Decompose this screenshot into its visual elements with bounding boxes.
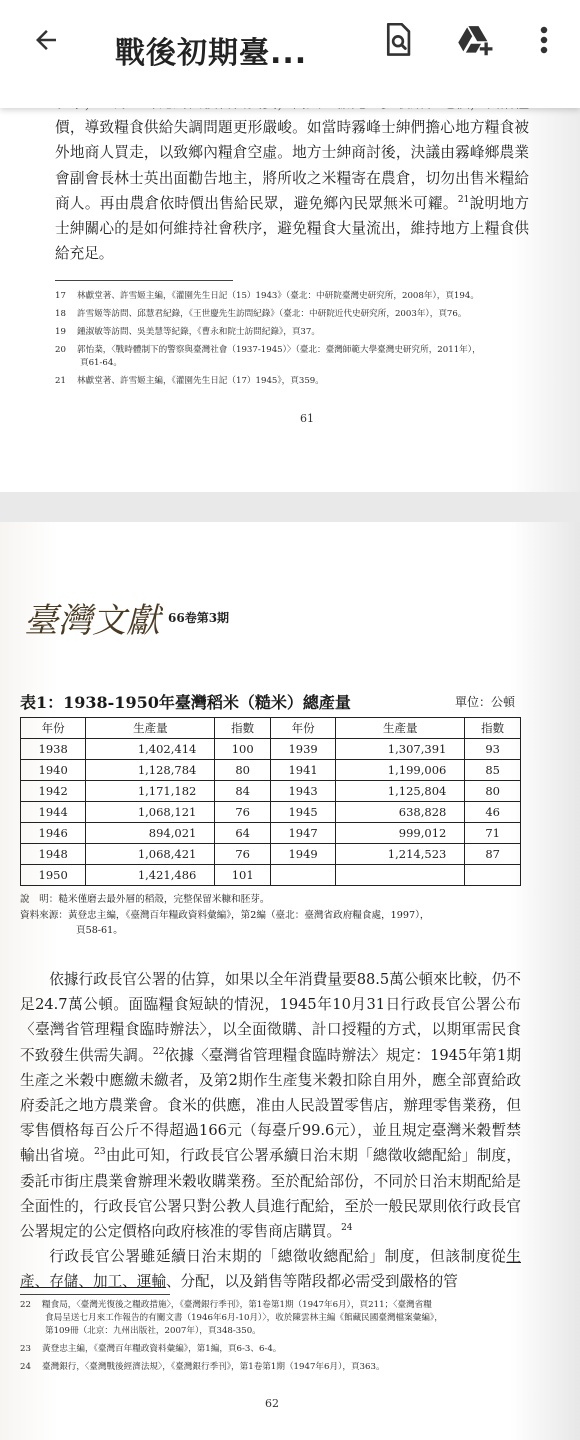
footnote-divider [20,1294,170,1295]
footnote-ref-23: 23 [94,1147,106,1158]
footnote-24: 24 臺灣銀行，〈臺灣戰後經濟法規〉，《臺灣銀行季刊》，第1卷第1期（1947年6月），頁363。 [20,1362,385,1372]
table-row: 1938 1,402,414 100 1939 1,307,391 93 [21,739,521,760]
journal-logo [24,594,174,644]
table-row: 1948 1,068,421 76 1949 1,214,523 87 [21,844,521,865]
page-gap [0,492,580,522]
footnote-20: 20 郭怡棻，〈戰時體制下的警察與臺灣社會（1937-1945）〉（臺北：臺灣師範大學臺灣史研究所，2011年）， 頁61-64。 [55,345,481,368]
footnote-divider [55,280,233,281]
drive-add-icon [457,23,495,57]
footnote-17: 17 林獻堂著、許雪姬主編，《灌園先生日記（15）1943》（臺北：中研院臺灣史研究所，2008年），頁194。 [55,291,479,301]
footnote-list [55,290,535,388]
issue-label: 66卷第3期 [168,611,230,625]
rice-production-table [20,717,521,886]
footnote-ref-24: 24 [341,1223,353,1234]
back-button[interactable] [28,22,64,58]
header-year: 年份 [270,718,335,739]
header-production: 生產量 [86,718,215,739]
footnote-ref-21: 21 [457,194,470,205]
page-number: 61 [300,412,314,425]
app-bar [0,0,580,108]
table-header-row [21,718,521,739]
document-title: 戰後初期臺... [115,36,308,71]
paragraph-2: 行政長官公署雖延續日治末期的「總徵收總配給」制度，但該制度從生產、存儲、加工、運輸、分配，以及銷售等階段都必需受到嚴格的管 [20,1248,521,1291]
footnote-23: 23 黃登忠主編，《臺灣百年糧政資料彙編》，第1編，頁6-3、6-4。 [20,1344,282,1354]
svg-text:臺灣文獻: 臺灣文獻 [24,601,160,641]
header-index: 指數 [465,718,521,739]
body-paragraph [20,967,521,1295]
more-vert-icon [539,25,549,55]
more-options-button[interactable] [524,20,564,60]
table-row: 1950 1,421,486 101 [21,865,521,886]
footnote-19: 19 鍾淑敏等訪問、吳美慧等紀錄，《曹永和院士訪問紀錄》，頁37。 [55,327,320,337]
paragraph-1: 依據行政長官公署的估算，如果以全年消費量要88.5萬公頓來比較，仍不足24.7萬公頓。面臨糧食短缺的情況，1945年10月31日行政長官公署公布〈臺灣省管理糧食臨時辦法〉，以全面徵購、計口授糧的方式，以期軍需民食不致發生供需失調。$^{22}$依據〈臺灣省管理糧食臨時辦法〉規定：1945年第1期生產之米穀中應繳未繳者，及第2期作生產隻米穀扣除自用外，應全部賣給政府委託之地方農業會。食米的供應，准由人民設置零售店，辦理零售業務，但零售價格每百公斤不得超過166元（每臺斤99.6元），並且規定臺灣米穀暫禁輸出省境。$^{23}$由此可知，行政長官公署承續日治末期「總徵收總配給」制度，委託市街庄農業會辦理米穀收購業務。至於配給部份，不同於日治末期配給是全面性的，行政長官公署只對公教人員進行配給，至於一般民眾則依行政長官公署規定的公定價格向政府核准的零售商店購買。$^{24}$ [20,971,521,1241]
pdf-page-62 [0,522,580,1440]
table-source: 資料來源：黃登忠主編，《臺灣百年糧政資料彙編》，第2編（臺北：臺灣省政府糧食處，1997）， 頁58-61。 [20,910,430,936]
table-row: 1940 1,128,784 80 1941 1,199,006 85 [21,760,521,781]
footnote-18: 18 許雪姬等訪問、邱慧君紀錄，《王世慶先生訪問紀錄》（臺北：中研院近代史研究所，2003年），頁76。 [55,309,467,319]
footnote-21: 21 林獻堂著、許雪姬主編，《灌園先生日記（17）1945》，頁359。 [55,376,324,386]
table-row: 1946 894,021 64 1947 999,012 71 [21,823,521,844]
table-unit: 單位：公頓 [455,695,516,709]
footnote-list [20,1299,525,1374]
header-year: 年份 [21,718,86,739]
search-document-button[interactable] [378,20,418,60]
paragraph-text-tail: 說明地方士紳關心的是如何維持社會秩序，避免糧食大量流出，維持地方上糧食供給充足。 [55,194,529,263]
footnote-22: 22 糧食局，〈臺灣光復後之糧政措施〉，《臺灣銀行季刊》，第1卷第1期（1947年6月），頁211；〈臺灣省糧 食局呈送七月來工作報告的有關文書（1946年6月-10月）〉，收於陳雲林主編《館藏民國臺灣檔案彙編》， 第109冊（北京：九州出版社，2007年），頁348-350。 [20,1300,443,1336]
back-arrow-icon [31,25,61,55]
header-index: 指數 [215,718,271,739]
footnote-ref-22: 22 [152,1046,165,1057]
table-row: 1944 1,068,121 76 1945 638,828 46 [21,802,521,823]
underlined-text: 生產、存儲、加工、運輸 [20,1248,521,1291]
body-paragraph [55,100,529,266]
page-number: 62 [265,1397,279,1410]
paragraph-text: 價，導致糧食供給失調問題更形嚴峻。如當時霧峰士紳們擔心地方糧食被外地商人買走，以致鄉內糧倉空虛。地方士紳商討後，決議由霧峰鄉農業會副會長林士英出面勸告地主，將所收之米糧寄在農倉，切勿出售米糧給商人。再由農倉依時價出售給民眾，避免鄉內民眾無米可糴。 [55,119,529,212]
header-production: 生產量 [336,718,465,739]
pdf-page-61 [0,100,580,492]
table-note: 說 明：糙米僅磨去最外層的稻殼，完整保留米糠和胚芽。 [20,894,270,905]
table-row: 1942 1,171,182 84 1943 1,125,804 80 [21,781,521,802]
add-to-drive-button[interactable] [456,20,496,60]
table-title: 表1：1938-1950年臺灣稻米（糙米）總產量 [20,693,351,712]
search-document-icon [383,23,413,57]
